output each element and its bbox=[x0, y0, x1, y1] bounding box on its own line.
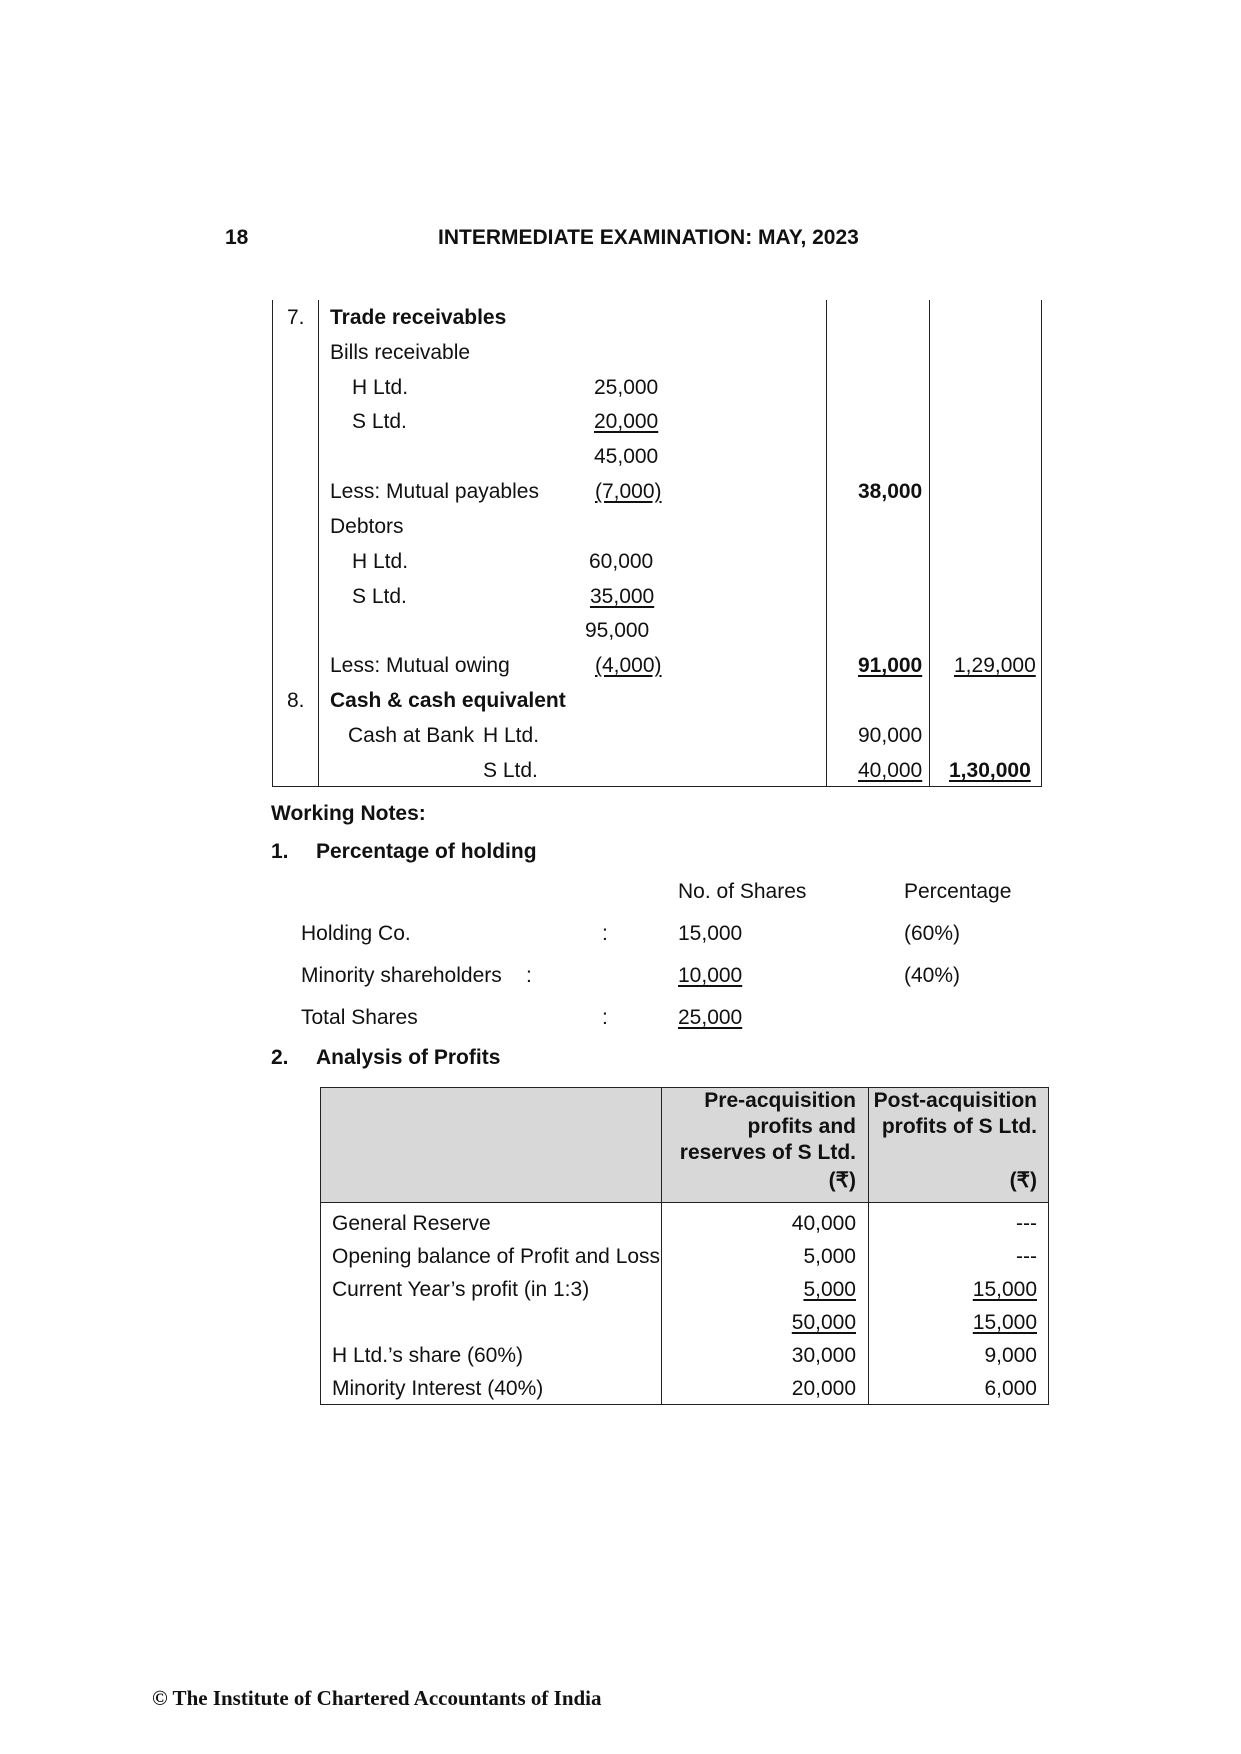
percentage-value: (60%) bbox=[904, 922, 961, 945]
table-divider bbox=[826, 300, 827, 786]
page-footer: © The Institute of Chartered Accountants of India bbox=[152, 1686, 602, 1710]
wn-title: Analysis of Profits bbox=[316, 1046, 501, 1069]
wn-number: 1. bbox=[271, 840, 289, 863]
pre-value: 40,000 bbox=[791, 1212, 856, 1235]
row-net-value: 91,000 bbox=[858, 654, 923, 677]
row-label: General Reserve bbox=[332, 1212, 491, 1235]
row-value: 40,000 bbox=[858, 759, 923, 782]
colon: : bbox=[526, 964, 532, 987]
row-label: Current Year’s profit (in 1:3) bbox=[332, 1278, 590, 1301]
row-value: 60,000 bbox=[589, 550, 654, 573]
header-unit: (₹) bbox=[828, 1169, 856, 1192]
row-net-value: 38,000 bbox=[858, 480, 923, 503]
row-label: S Ltd. bbox=[352, 585, 407, 608]
row-value: 90,000 bbox=[858, 724, 923, 747]
header-line: Post-acquisition bbox=[873, 1089, 1037, 1112]
shares-value: 15,000 bbox=[678, 922, 743, 945]
shares-value: 10,000 bbox=[678, 964, 743, 987]
pre-value: 5,000 bbox=[803, 1245, 856, 1268]
row-label: Debtors bbox=[330, 515, 404, 538]
analysis-of-profits-table bbox=[320, 1087, 1049, 1405]
colon: : bbox=[602, 1006, 608, 1029]
holding-label: Holding Co. bbox=[301, 922, 411, 945]
holding-label: Total Shares bbox=[301, 1006, 418, 1029]
table-border-bottom bbox=[272, 786, 1042, 787]
row-label: Bills receivable bbox=[330, 341, 471, 364]
row-label: Less: Mutual payables bbox=[330, 480, 539, 503]
col-header-percentage: Percentage bbox=[904, 880, 1012, 903]
holding-label: Minority shareholders bbox=[301, 964, 502, 987]
header-line: profits and bbox=[747, 1115, 856, 1138]
percentage-value: (40%) bbox=[904, 964, 961, 987]
wn-number: 2. bbox=[271, 1046, 289, 1069]
colon: : bbox=[602, 922, 608, 945]
page-header-title: INTERMEDIATE EXAMINATION: MAY, 2023 bbox=[438, 226, 859, 249]
row-value: (7,000) bbox=[595, 480, 662, 503]
row-value: (4,000) bbox=[595, 654, 662, 677]
note-title: Cash & cash equivalent bbox=[330, 689, 566, 712]
header-line: reserves of S Ltd. bbox=[679, 1141, 856, 1164]
row-value: 20,000 bbox=[594, 410, 659, 433]
page-number: 18 bbox=[225, 226, 249, 249]
row-label: Minority Interest (40%) bbox=[332, 1377, 544, 1400]
table-divider bbox=[318, 300, 319, 786]
row-label: Opening balance of Profit and Loss bbox=[332, 1245, 661, 1268]
row-subtotal: 95,000 bbox=[585, 619, 650, 642]
shares-value: 25,000 bbox=[678, 1006, 743, 1029]
header-unit: (₹) bbox=[1009, 1169, 1037, 1192]
row-label: S Ltd. bbox=[483, 759, 538, 782]
post-value: --- bbox=[1016, 1212, 1037, 1235]
header-line: Pre-acquisition bbox=[704, 1089, 856, 1112]
row-label: H Ltd. bbox=[352, 550, 409, 573]
note-total: 1,29,000 bbox=[954, 654, 1036, 677]
post-value: 6,000 bbox=[984, 1377, 1037, 1400]
pre-value: 5,000 bbox=[803, 1278, 856, 1301]
table-border-left bbox=[272, 300, 273, 786]
row-subtotal: 45,000 bbox=[594, 445, 659, 468]
note-title: Trade receivables bbox=[330, 306, 507, 329]
table-divider bbox=[929, 300, 930, 786]
table-border-right bbox=[1041, 300, 1042, 786]
post-value: 15,000 bbox=[972, 1278, 1037, 1301]
header-line: profits of S Ltd. bbox=[881, 1115, 1037, 1138]
note-number: 7. bbox=[287, 306, 305, 329]
wn-title: Percentage of holding bbox=[316, 840, 537, 863]
pre-value: 20,000 bbox=[791, 1377, 856, 1400]
table-header-row bbox=[321, 1088, 1048, 1203]
row-label: H Ltd.’s share (60%) bbox=[332, 1344, 524, 1367]
col-header-pre bbox=[656, 1088, 856, 1194]
row-value: 35,000 bbox=[590, 585, 655, 608]
note-number: 8. bbox=[287, 689, 305, 712]
row-value: 25,000 bbox=[594, 376, 659, 399]
working-notes-heading: Working Notes: bbox=[271, 802, 426, 825]
col-header-shares: No. of Shares bbox=[678, 880, 807, 903]
post-value: 9,000 bbox=[984, 1344, 1037, 1367]
pre-value: 30,000 bbox=[791, 1344, 856, 1367]
col-header-post bbox=[867, 1088, 1037, 1194]
pre-value: 50,000 bbox=[791, 1311, 856, 1334]
column-divider bbox=[868, 1088, 869, 1404]
row-label: S Ltd. bbox=[352, 410, 407, 433]
post-value: 15,000 bbox=[972, 1311, 1037, 1334]
note-total: 1,30,000 bbox=[949, 759, 1031, 782]
column-divider bbox=[661, 1088, 662, 1404]
row-label: H Ltd. bbox=[483, 724, 540, 747]
post-value: --- bbox=[1016, 1245, 1037, 1268]
row-label: Cash at Bank bbox=[348, 724, 475, 747]
row-label: H Ltd. bbox=[352, 376, 409, 399]
row-label: Less: Mutual owing bbox=[330, 654, 510, 677]
